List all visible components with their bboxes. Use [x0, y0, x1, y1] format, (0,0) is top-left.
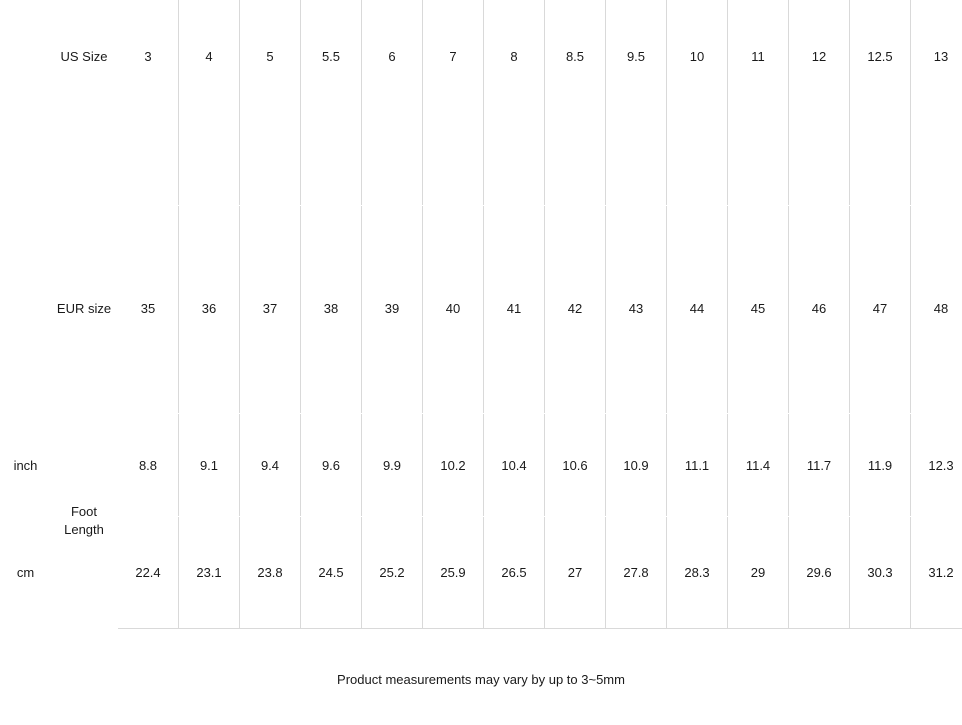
- cell-cm-13: 31.2: [911, 517, 962, 629]
- cell-us-size-4: 6: [362, 1, 423, 206]
- table-row-foot-length-cm: [1, 517, 962, 629]
- cell-us-size-12: 12.5: [850, 1, 911, 206]
- cell-us-size-0: 3: [118, 1, 179, 206]
- cell-eur-size-10: 45: [728, 206, 789, 414]
- table-row-us-size: [1, 1, 962, 206]
- cell-us-size-2: 5: [240, 1, 301, 206]
- cell-cm-0: 22.4: [118, 517, 179, 629]
- cell-cm-5: 25.9: [423, 517, 484, 629]
- row-label-inch: inch: [1, 414, 51, 517]
- cell-inch-0: 8.8: [118, 414, 179, 517]
- cell-cm-4: 25.2: [362, 517, 423, 629]
- cell-inch-11: 11.7: [789, 414, 850, 517]
- cell-us-size-11: 12: [789, 1, 850, 206]
- cell-us-size-5: 7: [423, 1, 484, 206]
- cell-cm-10: 29: [728, 517, 789, 629]
- cell-us-size-6: 8: [484, 1, 545, 206]
- cell-us-size-10: 11: [728, 1, 789, 206]
- cell-cm-8: 27.8: [606, 517, 667, 629]
- cell-cm-11: 29.6: [789, 517, 850, 629]
- cell-eur-size-1: 36: [179, 206, 240, 414]
- cell-us-size-3: 5.5: [301, 1, 362, 206]
- cell-us-size-7: 8.5: [545, 1, 606, 206]
- cell-eur-size-13: 48: [911, 206, 962, 414]
- cell-eur-size-12: 47: [850, 206, 911, 414]
- cell-inch-13: 12.3: [911, 414, 962, 517]
- cell-cm-6: 26.5: [484, 517, 545, 629]
- cell-eur-size-7: 42: [545, 206, 606, 414]
- cell-eur-size-3: 38: [301, 206, 362, 414]
- cell-eur-size-2: 37: [240, 206, 301, 414]
- table-row-eur-size: [1, 206, 962, 414]
- cell-cm-9: 28.3: [667, 517, 728, 629]
- cell-inch-1: 9.1: [179, 414, 240, 517]
- foot-length-label-line2: Length: [64, 522, 104, 537]
- cell-eur-size-11: 46: [789, 206, 850, 414]
- cell-us-size-8: 9.5: [606, 1, 667, 206]
- cell-inch-9: 11.1: [667, 414, 728, 517]
- cell-eur-size-9: 44: [667, 206, 728, 414]
- cell-us-size-9: 10: [667, 1, 728, 206]
- cell-inch-2: 9.4: [240, 414, 301, 517]
- cell-inch-10: 11.4: [728, 414, 789, 517]
- cell-inch-7: 10.6: [545, 414, 606, 517]
- cell-eur-size-8: 43: [606, 206, 667, 414]
- cell-inch-12: 11.9: [850, 414, 911, 517]
- measurement-footnote: Product measurements may vary by up to 3~5mm: [337, 672, 625, 687]
- cell-us-size-1: 4: [179, 1, 240, 206]
- cell-eur-size-6: 41: [484, 206, 545, 414]
- row-header-us-size: US Size: [51, 1, 118, 206]
- cell-cm-7: 27: [545, 517, 606, 629]
- row-label-cm: cm: [1, 517, 51, 629]
- cell-inch-8: 10.9: [606, 414, 667, 517]
- cell-cm-3: 24.5: [301, 517, 362, 629]
- foot-length-label-line1: Foot: [70, 504, 97, 520]
- cell-eur-size-5: 40: [423, 206, 484, 414]
- cell-inch-4: 9.9: [362, 414, 423, 517]
- cell-eur-size-0: 35: [118, 206, 179, 414]
- corner-blank-cell: [1, 1, 51, 206]
- table-row-foot-length-inch: [1, 414, 962, 517]
- cell-cm-12: 30.3: [850, 517, 911, 629]
- blank-cell-eur: [1, 206, 51, 414]
- row-header-foot-length: [51, 414, 118, 629]
- cell-inch-5: 10.2: [423, 414, 484, 517]
- row-header-eur-size: EUR size: [51, 206, 118, 414]
- cell-cm-2: 23.8: [240, 517, 301, 629]
- cell-eur-size-4: 39: [362, 206, 423, 414]
- cell-inch-6: 10.4: [484, 414, 545, 517]
- cell-inch-3: 9.6: [301, 414, 362, 517]
- cell-cm-1: 23.1: [179, 517, 240, 629]
- cell-us-size-13: 13: [911, 1, 962, 206]
